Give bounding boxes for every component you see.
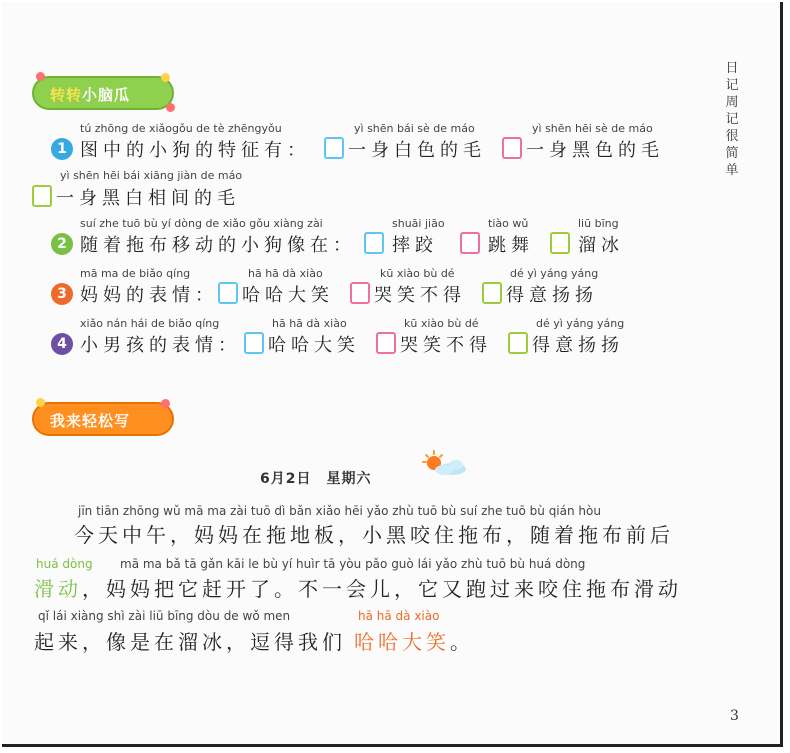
question-number-4: 4	[51, 333, 73, 355]
article-line1: 今天中午，妈妈在拖地板，小黑咬住拖布，随着拖布前后	[74, 523, 674, 547]
q2-pinyin: suí zhe tuō bù yí dòng de xiǎo gǒu xiàng zài	[80, 217, 323, 230]
decor-dot	[161, 399, 170, 408]
decor-dot	[36, 72, 45, 81]
side-title: 日 记 周 记 很 简 单	[725, 61, 739, 178]
question-number-2: 2	[51, 233, 73, 255]
decor-dot	[161, 73, 170, 82]
q4-pinyin: xiǎo nán hái de biǎo qíng	[80, 317, 220, 330]
q2-opt2-checkbox[interactable]	[460, 232, 480, 254]
q3-opt1-text: 哈哈大笑	[242, 285, 334, 306]
article-line2: ，妈妈把它赶开了。不一会儿，它又跑过来咬住拖布滑动	[82, 577, 682, 601]
q3-text: 妈妈的表情：	[80, 285, 218, 306]
q3-opt2-pinyin: kū xiào bù dé	[380, 267, 455, 280]
page-number: 3	[730, 708, 739, 724]
q2-opt2-text: 跳舞	[488, 235, 534, 256]
q2-opt3-checkbox[interactable]	[550, 232, 570, 254]
question-number-3: 3	[51, 283, 73, 305]
q3-opt2-checkbox[interactable]	[350, 282, 370, 304]
q3-opt1-checkbox[interactable]	[218, 282, 238, 304]
q1-pinyin: tú zhōng de xiǎogǒu de tè zhēngyǒu	[80, 122, 282, 135]
q3-opt3-checkbox[interactable]	[482, 282, 502, 304]
page	[2, 2, 783, 747]
decor-dot	[166, 103, 175, 112]
q1-opt2-checkbox[interactable]	[502, 137, 522, 159]
q2-opt2-pinyin: tiào wǔ	[488, 217, 529, 230]
q1-opt2-text: 一身黑色的毛	[526, 140, 664, 161]
q1-opt3-text: 一身黑白相间的毛	[56, 188, 240, 209]
q4-opt1-pinyin: hā hā dà xiào	[272, 317, 347, 330]
q4-opt3-checkbox[interactable]	[508, 332, 528, 354]
question-number-1: 1	[51, 138, 73, 160]
q2-opt3-pinyin: liū bīng	[578, 217, 619, 230]
q4-opt1-text: 哈哈大笑	[268, 335, 360, 356]
article-line3: 起来，像是在溜冰，逗得我们	[34, 630, 346, 654]
q3-opt3-pinyin: dé yì yáng yáng	[510, 267, 599, 280]
q2-text: 随着拖布移动的小狗像在：	[80, 235, 356, 256]
section-badge-thinking: 转转小脑瓜	[32, 76, 174, 110]
q2-opt1-pinyin: shuāi jiāo	[392, 217, 445, 230]
q1-opt1-pinyin: yì shēn bái sè de máo	[354, 122, 475, 135]
q3-pinyin: mā ma de biǎo qíng	[80, 267, 191, 280]
q2-opt3-text: 溜冰	[578, 235, 624, 256]
article-line3-pinyin-highlight: hā hā dà xiào	[358, 609, 440, 623]
q4-opt3-text: 得意扬扬	[532, 335, 624, 356]
q1-opt3-checkbox[interactable]	[32, 185, 52, 207]
article-line3-end: 。	[450, 630, 474, 654]
q3-opt3-text: 得意扬扬	[506, 285, 598, 306]
article-line2-pinyin: mā ma bǎ tā gǎn kāi le bù yí huìr tā yòu pǎo guò lái yǎo zhù tuō bù huá dòng	[120, 557, 586, 571]
diary-date: 6月2日 星期六	[260, 471, 372, 487]
q4-opt2-checkbox[interactable]	[376, 332, 396, 354]
article-line1-pinyin: jīn tiān zhōng wǔ mā ma zài tuō dì bǎn xiǎo hēi yǎo zhù tuō bù suí zhe tuō bù qián hòu	[78, 504, 601, 518]
decor-dot	[36, 398, 45, 407]
q2-opt1-text: 摔跤	[392, 235, 438, 256]
q4-text: 小男孩的表情：	[80, 335, 241, 356]
q3-opt2-text: 哭笑不得	[374, 285, 466, 306]
q2-opt1-checkbox[interactable]	[364, 232, 384, 254]
q3-opt1-pinyin: hā hā dà xiào	[248, 267, 323, 280]
q4-opt3-pinyin: dé yì yáng yáng	[536, 317, 625, 330]
q1-opt3-pinyin: yì shēn hēi bái xiāng jiàn de máo	[60, 169, 243, 182]
sun-cloud-icon	[422, 450, 470, 478]
section-badge-writing: 我来轻松写	[32, 402, 174, 436]
q4-opt2-pinyin: kū xiào bù dé	[404, 317, 479, 330]
article-line3-highlight: 哈哈大笑	[354, 630, 450, 654]
article-line3-pinyin: qǐ lái xiàng shì zài liū bīng dòu de wǒ men	[38, 609, 291, 623]
q1-opt1-checkbox[interactable]	[324, 137, 344, 159]
q4-opt1-checkbox[interactable]	[244, 332, 264, 354]
article-line2-pinyin-highlight: huá dòng	[36, 557, 93, 571]
q1-text: 图中的小狗的特征有：	[80, 140, 310, 161]
q1-opt2-pinyin: yì shēn hēi sè de máo	[532, 122, 653, 135]
q4-opt2-text: 哭笑不得	[400, 335, 492, 356]
article-line2-highlight: 滑动	[34, 577, 82, 601]
q1-opt1-text: 一身白色的毛	[348, 140, 486, 161]
